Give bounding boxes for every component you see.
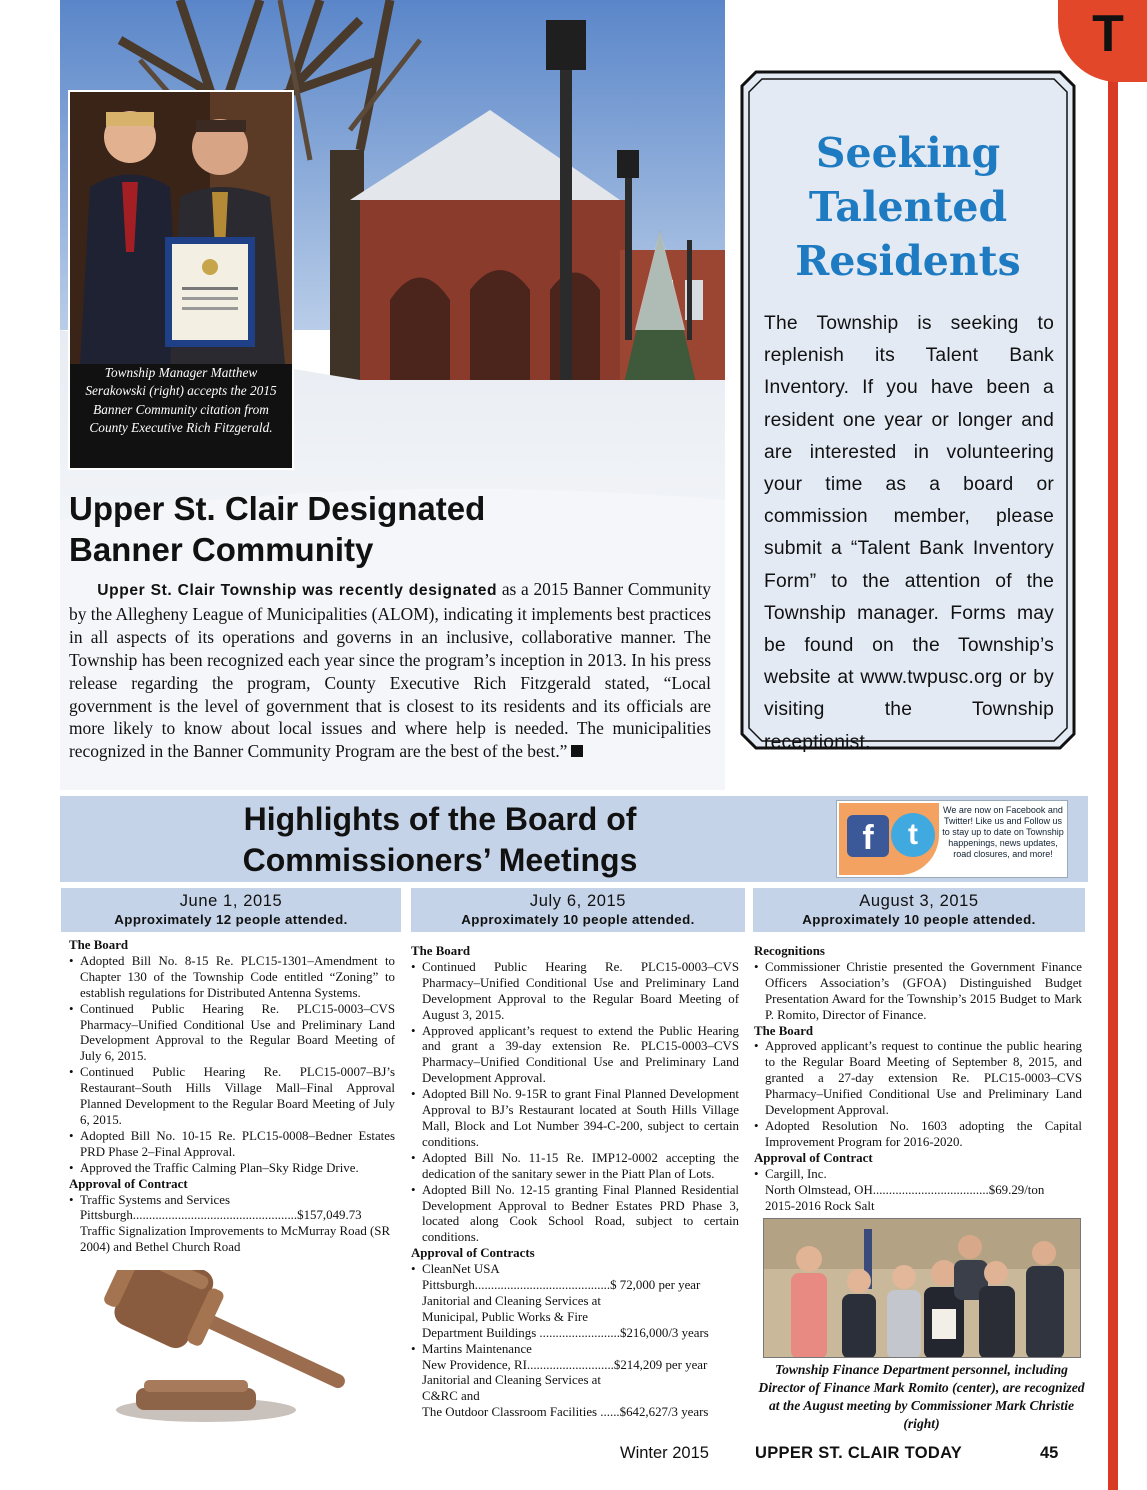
highlights-banner xyxy=(60,796,1088,882)
meeting-attendance: Approximately 10 people attended. xyxy=(802,912,1036,927)
meeting-attendance: Approximately 10 people attended. xyxy=(461,912,695,927)
highlights-title-line-1: Highlights of the Board of xyxy=(243,801,637,837)
contract-items xyxy=(754,1167,1082,1183)
highlights-title-line-2: Commissioners’ Meetings xyxy=(242,842,638,878)
section-heading: Approval of Contract xyxy=(69,1176,188,1191)
section-edge-bar xyxy=(1108,60,1118,1490)
meeting-header-june xyxy=(61,888,401,932)
contract-description: 2015-2016 Rock Salt xyxy=(765,1198,875,1213)
list-item: • Adopted Bill No. 8-15 Re. PLC15-1301–Amendment to Chapter 130 of the Township Code entitled “Zoning” to establish regulations for Distributed Antenna Systems. xyxy=(69,954,395,1002)
meeting-column-august xyxy=(754,944,1082,1214)
list-item: • Approved applicant’s request to continue the public hearing to the Regular Board Meeting of September 8, 2015, and granted a 27-day extension Re. PLC15-0003–CVS Pharmacy–Unified Conditional Use and Preliminary Land Development Approval. xyxy=(754,1039,1082,1119)
contract-line: New Providence, RI...........................$214,209 per year xyxy=(422,1357,708,1372)
meeting-date: June 1, 2015 xyxy=(179,892,283,910)
meeting-column-july xyxy=(411,944,739,1421)
finance-department-photo xyxy=(763,1218,1081,1358)
board-items xyxy=(411,960,739,1246)
list-item: • Approved applicant’s request to extend the Public Hearing and grant a 39-day extension Re. PLC15-0003–CVS Pharmacy–Unified Conditional Use and Preliminary Land Development Approval. xyxy=(411,1024,739,1088)
contract-line: Janitorial and Cleaning Services at xyxy=(422,1373,601,1388)
contract-name: • Cargill, Inc. xyxy=(754,1167,1082,1183)
section-heading: The Board xyxy=(411,944,471,958)
list-item: • Adopted Bill No. 10-15 Re. PLC15-0008–Bedner Estates PRD Phase 2–Final Approval. xyxy=(69,1129,395,1161)
contract-line: Municipal, Public Works & Fire xyxy=(422,1309,588,1324)
inset-photo-caption: Township Manager Matthew Serakowski (right) accepts the 2015 Banner Community citation from County Executive Rich Fitzgerald. xyxy=(85,365,277,436)
meeting-date: August 3, 2015 xyxy=(859,892,979,910)
highlights-title xyxy=(170,799,710,881)
contract-items xyxy=(411,1262,739,1278)
board-items xyxy=(754,1039,1082,1150)
end-mark xyxy=(571,745,583,757)
contract-line: The Outdoor Classroom Facilities ......$642,627/3 years xyxy=(422,1405,709,1420)
inset-photo xyxy=(68,90,294,470)
list-item: • Adopted Bill No. 11-15 Re. IMP12-0002 accepting the dedication of the sanitary sewer in the Piatt Plan of Lots. xyxy=(411,1151,739,1183)
list-item: • Continued Public Hearing Re. PLC15-0003–CVS Pharmacy–Unified Conditional Use and Preliminary Land Development Approval to the Regular Board Meeting of August 3, 2015. xyxy=(411,960,739,1024)
contract-line: Department Buildings .........................$216,000/3 years xyxy=(422,1325,709,1340)
recognition-items xyxy=(754,960,1082,1024)
page-number: 45 xyxy=(1040,1444,1059,1462)
list-item: • Adopted Bill No. 12-15 granting Final Planned Residential Development Approval to Bedner Estates PRD Phase 3, located along Cook School Road, subject to certain conditions. xyxy=(411,1183,739,1247)
seeking-title-line-3: Residents xyxy=(795,237,1021,285)
footer-issue: Winter 2015 xyxy=(620,1444,709,1462)
contract-line: Janitorial and Cleaning Services at xyxy=(422,1293,601,1308)
list-item: • Commissioner Christie presented the Government Finance Officers Association’s (GFOA) Distinguished Budget Presentation Award for the Township’s 2015 Budget to Mark P. Romito, Director of Finance. xyxy=(754,960,1082,1024)
seeking-residents-box xyxy=(740,70,1076,753)
contract-items xyxy=(411,1342,739,1358)
section-heading: Recognitions xyxy=(754,944,825,958)
meeting-header-july xyxy=(411,888,745,932)
section-tab-letter: T xyxy=(1092,5,1124,63)
headline-line-1: Upper St. Clair Designated xyxy=(69,490,486,527)
gavel-illustration xyxy=(96,1270,356,1430)
section-heading: The Board xyxy=(754,1023,814,1038)
contract-line: C&RC and xyxy=(422,1389,480,1404)
section-heading: Approval of Contract xyxy=(754,1150,873,1165)
list-item: • Continued Public Hearing Re. PLC15-0007–BJ’s Restaurant–South Hills Village Mall–Final Approval Planned Development to the Regular Board Meeting of July 6, 2015. xyxy=(69,1065,395,1129)
contract-name: • Traffic Systems and Services xyxy=(69,1193,395,1209)
section-heading: The Board xyxy=(69,938,129,952)
headline-line-2: Banner Community xyxy=(69,531,374,568)
contract-line: North Olmstead, OH....................................$69.29/ton xyxy=(765,1182,1045,1197)
article-text: as a 2015 Banner Community by the Allegheny League of Municipalities (ALOM), indicating it implements best practices in all aspects of its operations and governs in an inclusive, collaborative manner. The Township has been recognized each year since the program’s inception in 2013. In his press release regarding the program, County Executive Rich Fitzgerald stated, “Local government is the level of government that is closest to its residents and its officials are more likely to know about local issues and where help is needed. The municipalities recognized in the Banner Community Program are the best of the best.” xyxy=(69,579,711,762)
article-lead: Upper St. Clair Township was recently designated xyxy=(97,582,498,599)
list-item: • Adopted Resolution No. 1603 adopting the Capital Improvement Program for 2016-2020. xyxy=(754,1119,1082,1151)
contract-items xyxy=(69,1193,395,1209)
article-headline xyxy=(69,488,709,570)
social-ad-text: We are now on Facebook and Twitter! Like us and Follow us to stay up to date on Township happenings, news updates, road closures, and more! xyxy=(942,805,1064,859)
seeking-title-line-2: Talented xyxy=(808,183,1008,231)
contract-name: • Martins Maintenance xyxy=(411,1342,739,1358)
social-media-ad[interactable] xyxy=(836,800,1068,878)
seeking-body: The Township is seeking to replenish its Talent Bank Inventory. If you have been a resident one year or longer and are interested in volunteering your time as a board or commission member, please submit a “Talent Bank Inventory Form” to the attention of the Township manager. Forms may be found on the Township’s website at www.twpusc.org or by visiting the Township receptionist. xyxy=(764,313,1054,753)
contract-line: Pittsburgh..........................................$ 72,000 per year xyxy=(422,1278,701,1293)
footer-publication: UPPER ST. CLAIR TODAY xyxy=(755,1444,963,1462)
meeting-header-august xyxy=(753,888,1085,932)
board-items xyxy=(69,954,395,1177)
twitter-icon[interactable]: t xyxy=(891,813,935,857)
meeting-column-june xyxy=(69,938,395,1256)
contract-description: Traffic Signalization Improvements to McMurray Road (SR 2004) and Bethel Church Road xyxy=(80,1224,391,1255)
contract-name: • CleanNet USA xyxy=(411,1262,739,1278)
finance-photo-caption: Township Finance Department personnel, including Director of Finance Mark Romito (center), are recognized at the August meeting by Commissioner Mark Christie (right) xyxy=(758,1362,1085,1431)
meeting-date: July 6, 2015 xyxy=(529,892,627,910)
list-item: • Continued Public Hearing Re. PLC15-0003–CVS Pharmacy–Unified Conditional Use and Preliminary Land Development Approval to the Regular Board Meeting of July 6, 2015. xyxy=(69,1002,395,1066)
article-body xyxy=(69,578,711,763)
contract-line: Pittsburgh...................................................$157,049.73 xyxy=(80,1208,362,1223)
section-heading: Approval of Contracts xyxy=(411,1246,535,1261)
seeking-title-line-1: Seeking xyxy=(815,129,1001,177)
list-item: • Adopted Bill No. 9-15R to grant Final Planned Development Approval to BJ’s Restaurant located at South Hills Village Mall, Block and Lot Number 394-C-200, subject to certain conditions. xyxy=(411,1087,739,1151)
facebook-icon[interactable]: f xyxy=(847,815,889,857)
meeting-attendance: Approximately 12 people attended. xyxy=(114,912,348,927)
list-item: • Approved the Traffic Calming Plan–Sky Ridge Drive. xyxy=(69,1161,395,1177)
seeking-title xyxy=(740,126,1076,288)
